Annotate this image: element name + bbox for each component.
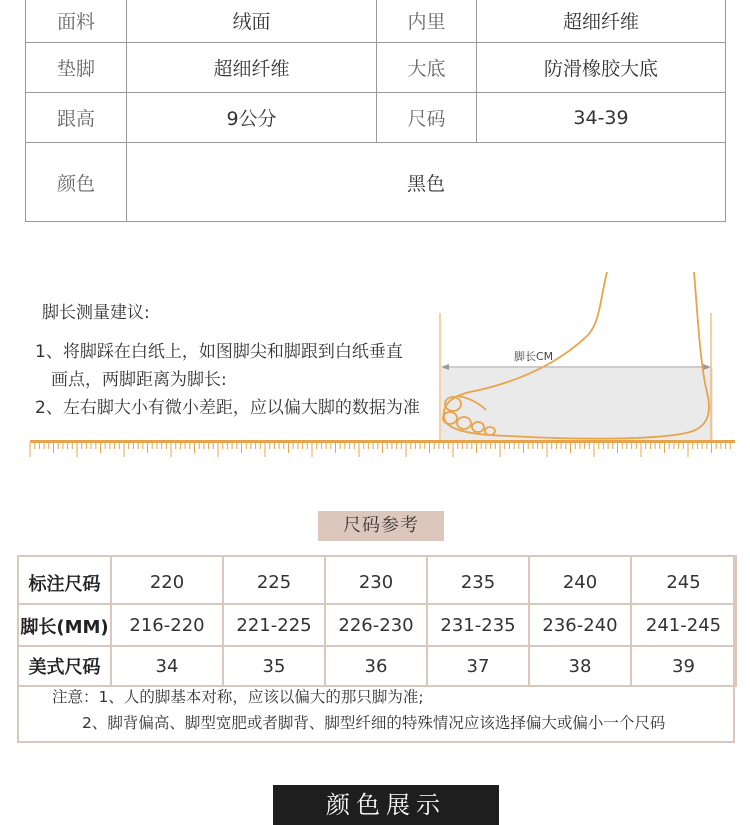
advice-title: 脚长测量建议:	[42, 303, 150, 323]
size-row-label: 美式尺码	[18, 646, 111, 686]
spec-value: 超细纤维	[477, 0, 726, 43]
spec-row-color	[26, 143, 726, 222]
size-cell: 245	[631, 556, 736, 604]
size-cell: 230	[325, 556, 427, 604]
size-cell: 240	[529, 556, 631, 604]
size-cell: 34	[111, 646, 223, 686]
spec-row	[26, 93, 726, 143]
size-row	[18, 646, 736, 686]
size-cell: 220	[111, 556, 223, 604]
spec-value: 34-39	[477, 93, 726, 143]
spec-key: 大底	[377, 43, 477, 93]
size-row-label: 标注尺码	[18, 556, 111, 604]
spec-key: 内里	[377, 0, 477, 43]
size-cell: 35	[223, 646, 325, 686]
spec-key: 尺码	[377, 93, 477, 143]
size-cell: 36	[325, 646, 427, 686]
size-cell: 221-225	[223, 604, 325, 646]
spec-table	[25, 0, 726, 222]
advice-line-1: 1、将脚踩在白纸上，如图脚尖和脚跟到白纸垂直	[35, 342, 403, 362]
size-cell: 38	[529, 646, 631, 686]
size-reference-title: 尺码参考	[318, 511, 444, 541]
spec-value-color: 黑色	[127, 143, 726, 222]
advice-line-2: 2、左右脚大小有微小差距，应以偏大脚的数据为准	[35, 398, 420, 418]
ruler-ticks	[30, 443, 730, 457]
foot-diagram	[0, 260, 750, 470]
spec-row	[26, 0, 726, 43]
advice-line-1b: 画点，两脚距离为脚长:	[51, 370, 227, 390]
paper-sheet	[441, 368, 713, 440]
size-cell: 236-240	[529, 604, 631, 646]
spec-value: 防滑橡胶大底	[477, 43, 726, 93]
size-row	[18, 604, 736, 646]
size-cell: 225	[223, 556, 325, 604]
spec-row	[26, 43, 726, 93]
spec-key: 面料	[26, 0, 127, 43]
size-cell: 216-220	[111, 604, 223, 646]
foot-length-label: 脚长CM	[514, 350, 554, 363]
ruler-bar	[30, 440, 735, 443]
spec-value: 9公分	[127, 93, 377, 143]
size-note-1: 注意：1、人的脚基本对称，应该以偏大的那只脚为准;	[52, 688, 424, 706]
size-cell: 39	[631, 646, 736, 686]
size-notes	[52, 684, 665, 736]
size-cell: 226-230	[325, 604, 427, 646]
spec-value: 绒面	[127, 0, 377, 43]
size-table	[17, 555, 737, 687]
spec-value: 超细纤维	[127, 43, 377, 93]
size-cell: 241-245	[631, 604, 736, 646]
spec-key: 垫脚	[26, 43, 127, 93]
size-note-2: 2、脚背偏高、脚型宽肥或者脚背、脚型纤细的特殊情况应该选择偏大或偏小一个尺码	[82, 714, 666, 732]
size-row	[18, 556, 736, 604]
color-display-banner: 颜色展示	[273, 785, 499, 825]
spec-key-color: 颜色	[26, 143, 127, 222]
size-row-label: 脚长(MM)	[18, 604, 111, 646]
size-cell: 235	[427, 556, 529, 604]
size-cell: 37	[427, 646, 529, 686]
size-cell: 231-235	[427, 604, 529, 646]
spec-key: 跟高	[26, 93, 127, 143]
